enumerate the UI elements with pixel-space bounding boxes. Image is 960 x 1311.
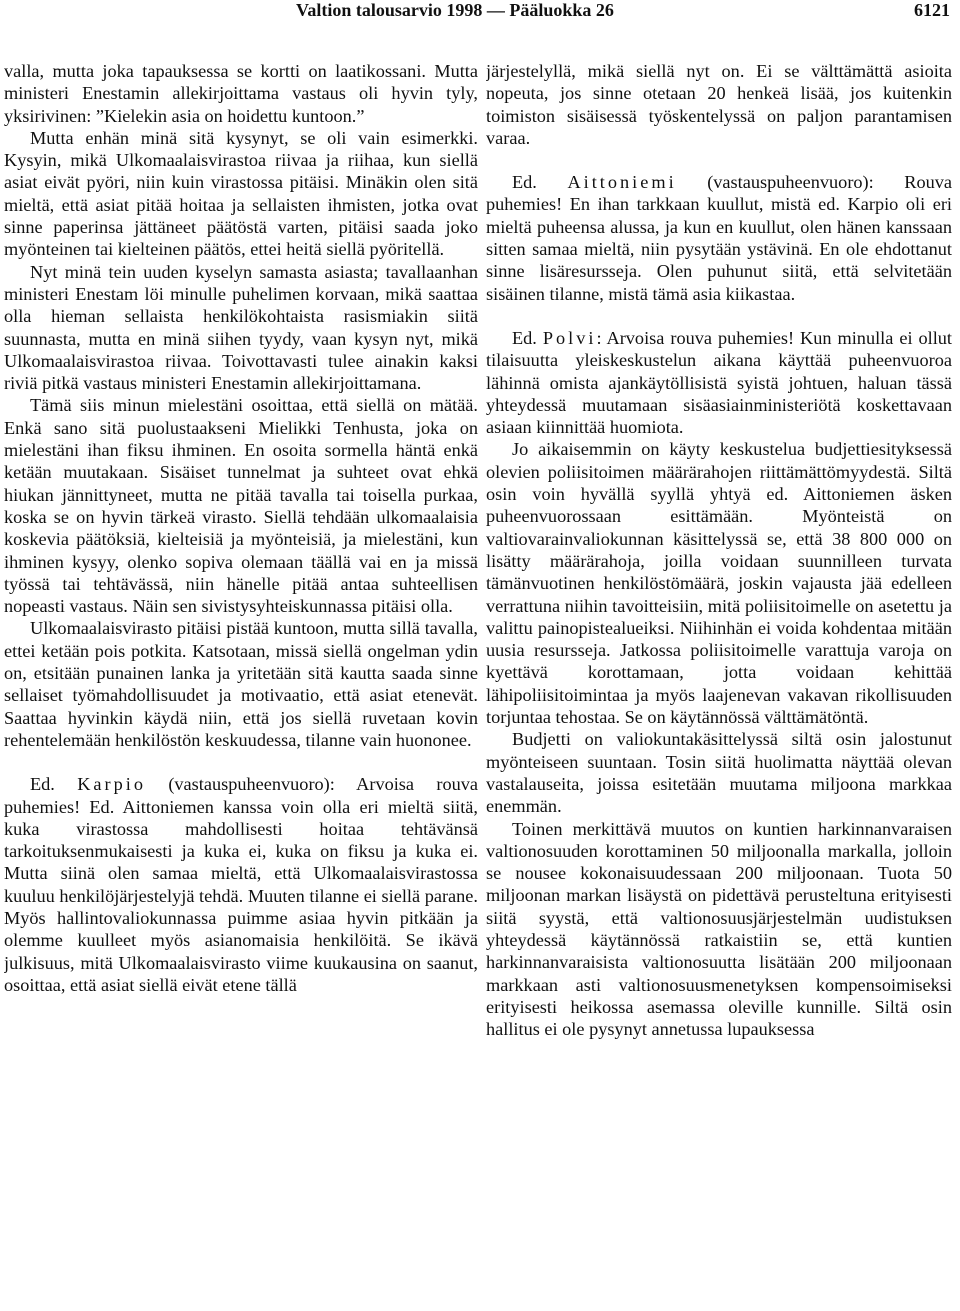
speaker-prefix: Ed. (30, 774, 78, 795)
speaker-paragraph (4, 773, 478, 996)
paragraph: Nyt minä tein uuden kyselyn samasta asiasta; tavallaanhan ministeri Enestam löi minulle puhelimen korvaan, mikä saattaa olla hieman sellaista henkilökohtaista rasismiakin siitä suunnasta, mutta en minä siihen tyydy, vaan kysyn nyt, mikä Ulkomaalaisvirastoa riivaa. Toivottavasti tulee ainakin kaksi riviä pitkä vastaus ministeri Enestamin allekirjoittamana. (4, 261, 478, 394)
speaker-prefix: Ed. (512, 327, 543, 348)
speaker-name: Aittoniemi (567, 172, 677, 193)
page-header (0, 0, 960, 24)
speech-text: (vastauspuheenvuoro): Rouva puhemies! En ihan tarkkaan kuullut, mistä ed. Karpio oli eri mieltä puheensa alussa, ja kun en kuullut, olen hänen kanssaan sitten samaa mieltä, niin pysytään ystävinä. En ole ehdottanut sinne lisäresursseja. Olen puhunut siitä, että selvitetään sisäinen tilanne, mistä tämä asia kiikastaa. (486, 172, 952, 304)
paragraph: Jo aikaisemmin on käyty keskustelua budjettiesityksessä olevien poliisitoimen määrärahojen riittämättömyydestä. Siltä osin voin hyvällä syyllä yhtyä ed. Aittoniemen äsken puheenvuorossaan esittämään. Myönteistä on valtiovarainvaliokunnan käsittelyssä se, että 38 800 000 on lisätty määrärahoja, joilla voidaan suunnilleen turvata tämänvuotinen henkilöstömäärä, joskin vajausta jää edelleen verrattuna niihin tavoitteisiin, mitä poliisitoimelle on asetettu ja valittu painopistealueiksi. Niihinhän ei voida kohdentaa mitään uusia resursseja. Jatkossa poliisitoimelle varattuja varoja on kyettävä korottamaan, jotta voidaan kehittää lähipoliisitoimintaa ja myös laajenevan vakavan rikollisuuden torjuntaa tehostaa. Se on käytännössä välttämätöntä. (486, 439, 952, 728)
paragraph: Mutta enhän minä sitä kysynyt, se oli vain esimerkki. Kysyin, mikä Ulkomaalaisvirastoa riivaa ja riihaa, kun siellä asiat eivät pyöri, niin kuin virastossa pitäisi. Minäkin olen sitä mieltä, että asiat pitää hoitaa ja sellaisten ihmisten, jotka ovat sinne paperinsa jättäneet päätöstä varten, pitäisi saada joko myönteinen tai kielteinen päätös, ettei heitä siellä pyöritellä. (4, 127, 478, 260)
page-number: 6121 (914, 0, 950, 20)
speech-text: : Arvoisa rouva puhemies! Kun minulla ei ollut tilaisuutta yleiskeskustelun aikana käyttää puheenvuoroa lähinnä omista ajankäytöllisistä syistä johtuen, haluan tässä yhteydessä muutamaan sisäasiainministeriötä koskettavaan asiaan kiinnittää huomiota. (486, 327, 952, 438)
speaker-prefix: Ed. (512, 172, 568, 193)
speaker-name: Karpio (77, 774, 146, 795)
speech-text: (vastauspuheenvuoro): Arvoisa rouva puhemies! Ed. Aittoniemen kanssa voin olla eri mieltä siitä, kuka virastossa mahdollisesti hoitaa tehtävänsä tarkoituksenmukaisesti ja kuka ei, kuka on fiksu ja kuka ei. Mutta siinä olen samaa mieltä, että Ulkomaalaisvirastossa kuuluu henkilöjärjestelyjä tehdä. Muuten tilanne ei siellä parane. Myös hallintovaliokunnassa puimme asiaa hyvin pitkään ja olemme kuulleet myös asianomaisia henkilöitä. Se ikävä julkisuus, mitä Ulkomaalaisvirasto viime kuukausina on saanut, osoittaa, että asiat siellä eivät etene tällä (4, 774, 478, 995)
paragraph: Toinen merkittävä muutos on kuntien harkinnanvaraisen valtionosuuden korottaminen 50 miljoonalla markalla, jolloin se nousee kokonaisuudessaan 200 miljoonaan. Tuota 50 miljoonan markan lisäystä on pidettävä perusteltuna erityisesti siitä syystä, että valtionosuusjärjestelmän uudistuksen yhteydessä käytännössä ratkaistiin se, että kuntien harkinnanvaraisista valtionosuutta lisätään 200 miljoonaan markkaan asti valtionosuusmenetyksen kompensoimiseksi erityisesti heikossa asemassa oleville kunnille. Siltä osin hallitus ei ole pysynyt annetussa lupauksessa (486, 818, 952, 1040)
header-title: Valtion talousarvio 1998 — Pääluokka 26 (296, 0, 614, 20)
speaker-name: Polvi (542, 327, 597, 348)
paragraph: valla, mutta joka tapauksessa se kortti on laatikossani. Mutta ministeri Enestamin allekirjoittama vastaus oli hyvin tyly, yksirivinen: ”Kielekin asia on hoidettu kuntoon.” (4, 61, 478, 126)
left-column (4, 60, 478, 1311)
speaker-paragraph (486, 327, 952, 438)
speaker-paragraph (486, 171, 952, 305)
paragraph: Ulkomaalaisvirasto pitäisi pistää kuntoon, mutta sillä tavalla, ettei ketään pois potkita. Katsotaan, missä siellä ongelman ydin on, etsitään punainen lanka ja yritetään sitä kautta saada sinne sellaiset työmahdollisuudet ja motivaatio, että asiat etenevät. Saattaa hyvinkin käydä niin, että jos siellä ruvetaan kovin rehentelemään henkilöstön keskuudessa, tilanne vain huononee. (4, 618, 478, 750)
paragraph: Tämä siis minun mielestäni osoittaa, että siellä on mätää. Enkä sano sitä puolustaakseni Mielikki Tenhusta, joka on mielestäni ihan fiksu ihminen. En osoita sormella häntä enkä ketään muutakaan. Sisäiset tunnelmat ja suhteet ovat ehkä hiukan jännittyneet, mutta ne pitää tavalla tai toisella purkaa, koska se on hyvin tärkeä virasto. Siellä tehdään ulkomaalaisia koskevia päätöksiä, kielteisiä ja myönteisiä, ja mielestäni, kun ihminen kysyy, olenko sopiva olemaan täällä vai en ja missä työssä tai tehtävässä, niin hänelle pitää antaa suhteellisen nopeasti vastaus. Näin sen sivistysyhteiskunnassa pitäisi olla. (4, 395, 478, 617)
paragraph: järjestelyllä, mikä siellä nyt on. Ei se välttämättä asioita nopeuta, jos sinne otetaan 20 henkeä lisää, jos kuitenkin toimiston sisäisessä työskentelyssä on paljon parantamisen varaa. (486, 61, 952, 148)
paragraph: Budjetti on valiokuntakäsittelyssä siltä osin jalostunut myönteiseen suuntaan. Tosin siitä huolimatta näyttää olevan vastalauseita, joissa esitetään muutama miljoona markkaa enemmän. (486, 729, 952, 817)
right-column (486, 60, 952, 1311)
